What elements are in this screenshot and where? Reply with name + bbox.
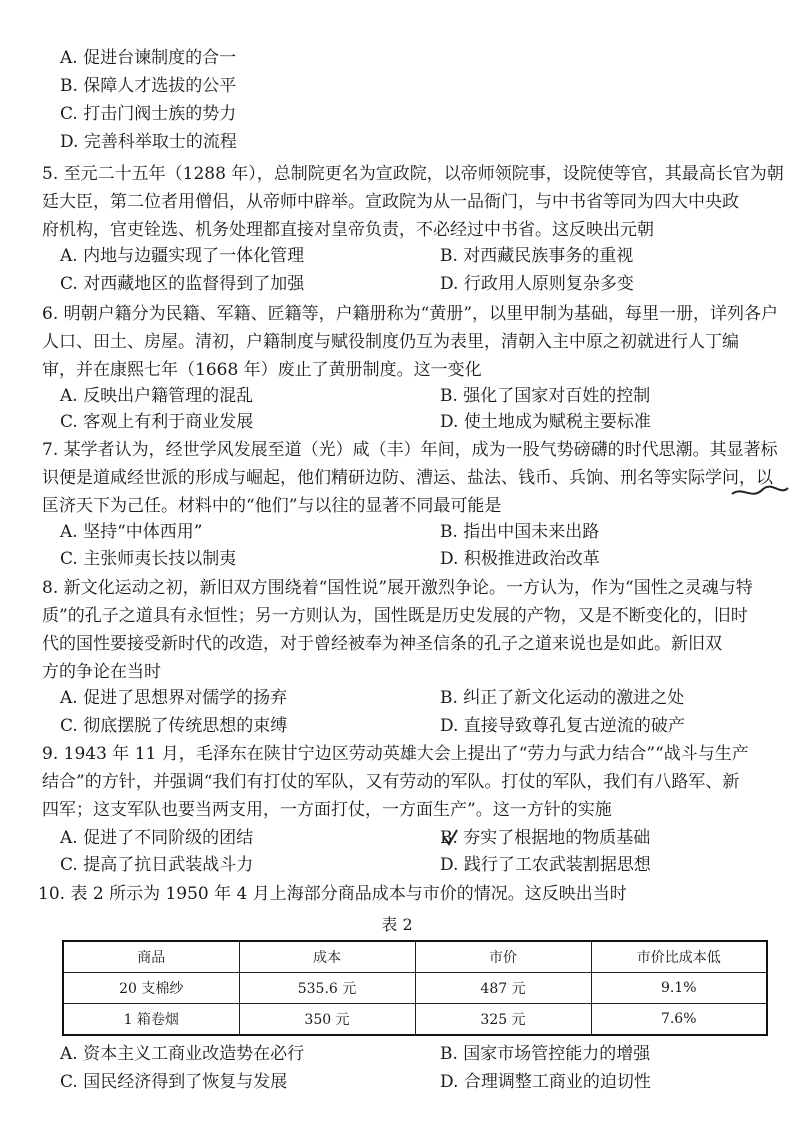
q8-stem-line-2: 质”的孔子之道具有永恒性；另一方则认为，国性既是历史发展的产物，又是不断变化的，旧时 xyxy=(42,606,748,626)
table-cell: 9.1% xyxy=(591,973,767,1004)
q8-stem-line-4: 方的争论在当时 xyxy=(42,662,161,682)
pen-check-mark xyxy=(440,826,460,850)
q5-stem-line-3: 府机构，官吏铨选、机务处理都直接对皇帝负责，不必经过中书省。这反映出元朝 xyxy=(42,220,654,240)
header-commodity: 商品 xyxy=(63,941,239,973)
q4-option-a: A. 促进台谏制度的合一 xyxy=(60,48,237,68)
q6-option-c: C. 客观上有利于商业发展 xyxy=(60,412,254,432)
q9-stem-line-2: 结合”的方针，并强调“我们有打仗的军队，又有劳动的军队。打仗的军队，我们有八路军、新 xyxy=(42,772,740,792)
q4-option-d: D. 完善科举取士的流程 xyxy=(60,132,237,152)
q5-option-d: D. 行政用人原则复杂多变 xyxy=(440,274,634,294)
header-cost: 成本 xyxy=(239,941,415,973)
q8-stem-line-3: 代的国性要接受新时代的改造，对于曾经被奉为神圣信条的孔子之道来说也是如此。新旧双 xyxy=(42,634,722,654)
q4-option-b: B. 保障人才选拔的公平 xyxy=(60,76,237,96)
q5-stem-line-1: 5. 至元二十五年（1288 年），总制院更名为宣政院，以帝师领院事，设院使等官，其最高长官为朝 xyxy=(42,164,784,184)
table-row xyxy=(63,1004,767,1036)
q10-option-a: A. 资本主义工商业改造势在必行 xyxy=(60,1044,305,1064)
q8-option-c: C. 彻底摆脱了传统思想的束缚 xyxy=(60,716,288,736)
table-cell: 7.6% xyxy=(591,1004,767,1036)
q9-option-c: C. 提高了抗日武装战斗力 xyxy=(60,855,254,875)
q7-stem-line-1: 7. 某学者认为，经世学风发展至道（光）咸（丰）年间，成为一股气势磅礴的时代思潮。其显著标 xyxy=(42,440,778,460)
q7-stem-line-2: 识便是道咸经世派的形成与崛起，他们精研边防、漕运、盐法、钱币、兵饷、刑名等实际学问，以 xyxy=(42,468,773,488)
q7-option-a: A. 坚持“中体西用” xyxy=(60,522,203,542)
q9-stem-line-1: 9. 1943 年 11 月，毛泽东在陕甘宁边区劳动英雄大会上提出了“劳力与武力结合”“战斗与生产 xyxy=(42,744,749,764)
q8-option-d: D. 直接导致尊孔复古逆流的破产 xyxy=(440,716,685,736)
q8-option-a: A. 促进了思想界对儒学的扬弃 xyxy=(60,688,288,708)
table-row xyxy=(63,973,767,1004)
q10-option-c: C. 国民经济得到了恢复与发展 xyxy=(60,1072,288,1092)
q6-stem-line-3: 审，并在康熙七年（1668 年）废止了黄册制度。这一变化 xyxy=(42,360,482,380)
header-market-price: 市价 xyxy=(415,941,591,973)
q9-stem-line-3: 四军；这支军队也要当两支用，一方面打仗，一方面生产”。这一方针的实施 xyxy=(42,800,612,820)
header-price-below-cost: 市价比成本低 xyxy=(591,941,767,973)
q6-option-a: A. 反映出户籍管理的混乱 xyxy=(60,386,254,406)
q8-stem-line-1: 8. 新文化运动之初，新旧双方围绕着“国性说”展开激烈争论。一方认为，作为“国性之灵魂与特 xyxy=(42,578,753,598)
q7-option-d: D. 积极推进政治改革 xyxy=(440,549,600,569)
q9-option-b: B. 夯实了根据地的物质基础 xyxy=(440,828,651,848)
q8-option-b: B. 纠正了新文化运动的激进之处 xyxy=(440,688,685,708)
q5-option-c: C. 对西藏地区的监督得到了加强 xyxy=(60,274,305,294)
table-cell: 20 支棉纱 xyxy=(63,973,239,1004)
q6-stem-line-1: 6. 明朝户籍分为民籍、军籍、匠籍等，户籍册称为“黄册”，以里甲制为基础，每里一册，详列各户 xyxy=(42,304,779,324)
q5-option-a: A. 内地与边疆实现了一体化管理 xyxy=(60,246,305,266)
q7-option-b: B. 指出中国未来出路 xyxy=(440,522,600,542)
q6-stem-line-2: 人口、田土、房屋。清初，户籍制度与赋役制度仍互为表里，清朝入主中原之初就进行人丁编 xyxy=(42,332,739,352)
q6-option-d: D. 使土地成为赋税主要标准 xyxy=(440,412,651,432)
q5-stem-line-2: 廷大臣，第二位者用僧侣，从帝师中辟举。宣政院为从一品衙门，与中书省等同为四大中央政 xyxy=(42,192,739,212)
table-cell: 325 元 xyxy=(415,1004,591,1036)
table-cell: 487 元 xyxy=(415,973,591,1004)
q5-option-b: B. 对西藏民族事务的重视 xyxy=(440,246,634,266)
table-cell: 350 元 xyxy=(239,1004,415,1036)
table-2 xyxy=(62,940,768,1036)
q10-option-b: B. 国家市场管控能力的增强 xyxy=(440,1044,651,1064)
q7-stem-line-3: 匡济天下为己任。材料中的“他们”与以往的显著不同最可能是 xyxy=(42,496,502,516)
table-cell: 535.6 元 xyxy=(239,973,415,1004)
q10-stem: 10. 表 2 所示为 1950 年 4 月上海部分商品成本与市价的情况。这反映出当时 xyxy=(38,884,627,904)
pen-scribble-mark xyxy=(730,482,790,502)
q9-option-a: A. 促进了不同阶级的团结 xyxy=(60,828,254,848)
table-header-row xyxy=(63,941,767,973)
q10-option-d: D. 合理调整工商业的迫切性 xyxy=(440,1072,651,1092)
q6-option-b: B. 强化了国家对百姓的控制 xyxy=(440,386,651,406)
q4-option-c: C. 打击门阀士族的势力 xyxy=(60,104,237,124)
q7-option-c: C. 主张师夷长技以制夷 xyxy=(60,549,237,569)
table-caption: 表 2 xyxy=(381,915,413,934)
q9-option-d: D. 践行了工农武装割据思想 xyxy=(440,855,651,875)
table-cell: 1 箱卷烟 xyxy=(63,1004,239,1036)
